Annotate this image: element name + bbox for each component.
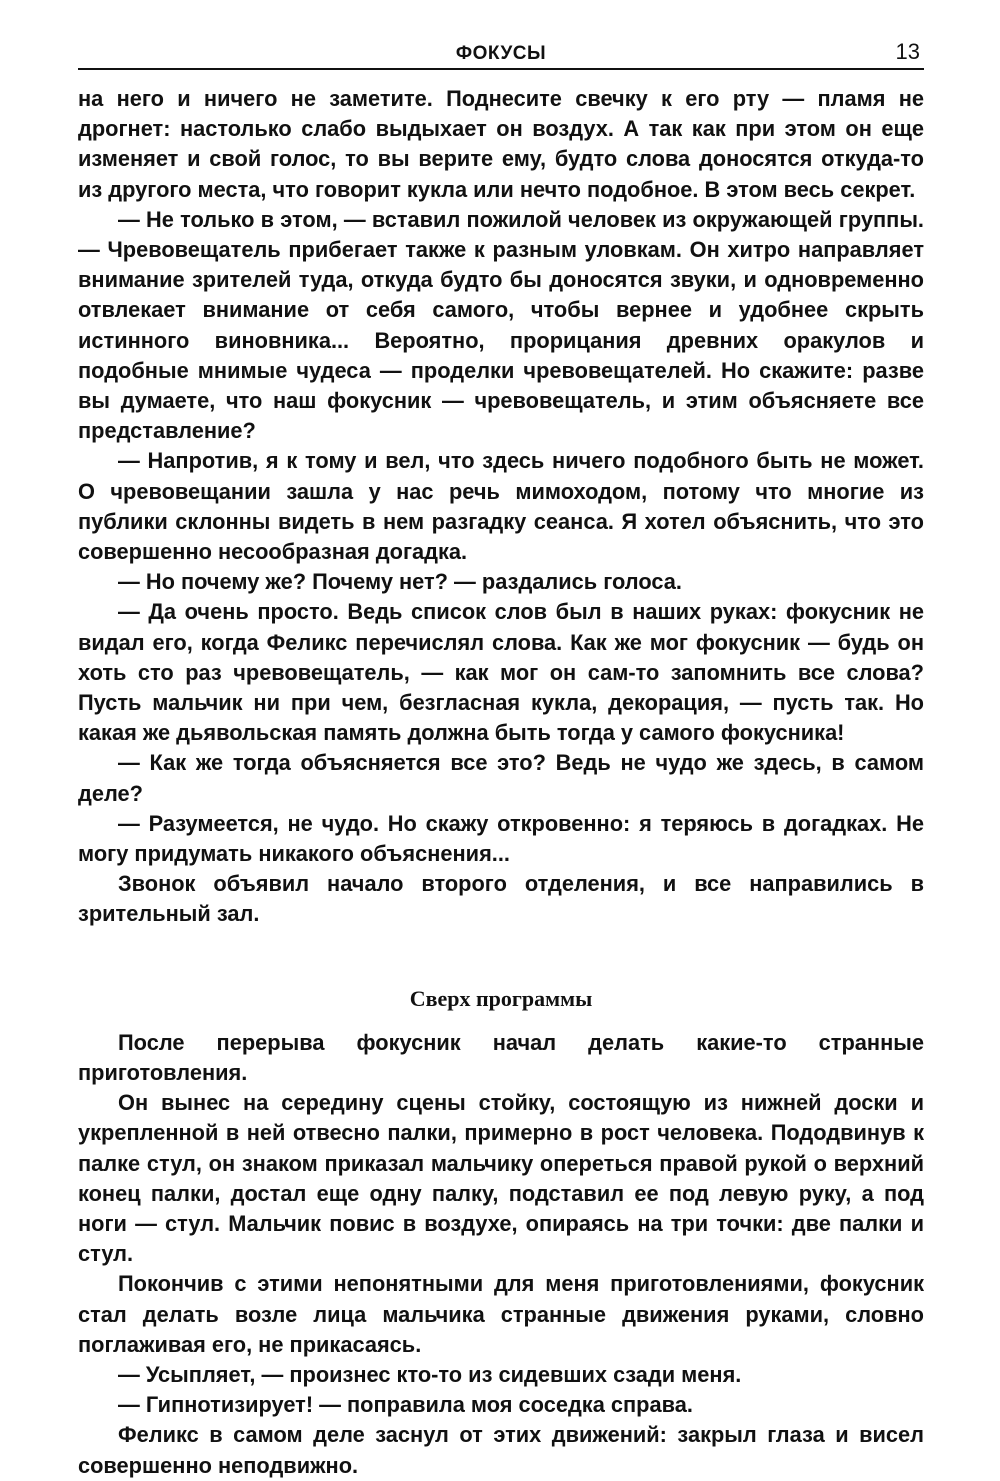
- paragraph: — Гипнотизирует! — поправила моя соседка справа.: [118, 1392, 693, 1418]
- paragraph: — Но почему же? Почему нет? — раздались голоса.: [118, 569, 682, 595]
- paragraph: — Усыпляет, — произнес кто-то из сидевших сзади меня.: [118, 1361, 742, 1387]
- paragraph: — Как же тогда объясняется все это? Ведь не чудо же здесь, в самом деле?: [78, 750, 924, 806]
- running-header: [78, 34, 924, 70]
- paragraph: — Напротив, я к тому и вел, что здесь ничего подобного быть не может. О чревовещании зашла у нас речь мимоходом, потому что многие из публики склонны видеть в нем разгадку сеанса. Я хотел объяснить, что это совершенно несообразная догадка.: [78, 448, 924, 565]
- paragraph: Звонок объявил начало второго отделения, и все направились в зрительный зал.: [78, 871, 924, 927]
- page-number: 13: [895, 39, 920, 64]
- section-title: Сверх программы: [409, 985, 593, 1011]
- paragraph: — Да очень просто. Ведь список слов был в наших руках: фокусник не видал его, когда Феликс перечислял слова. Как же мог фокусник — будь он хоть сто раз чревовещатель, — как мог он сам-то запомнить все слова? Пусть мальчик ни при чем, безгласная кукла, декорация, — пусть так. Но какая же дьявольская память должна быть тогда у самого фокусника!: [78, 599, 924, 746]
- paragraph: — Не только в этом, — вставил пожилой человек из окружающей группы. — Чревовещатель прибегает также к разным уловкам. Он хитро направляет внимание зрителей туда, откуда будто бы доносятся звуки, и одновременно отвлекает внимание от себя самого, чтобы вернее и удобнее скрыть истинного виновника... Вероятно, прорицания древних оракулов и подобные мнимые чудеса — проделки чревовещателей. Но скажите: разве вы думаете, что наш фокусник — чревовещатель, и этим объясняете все представление?: [78, 206, 924, 444]
- paragraph: на него и ничего не заметите. Поднесите свечку к его рту — пламя не дрогнет: настолько слабо выдыхает он воздух. А так как при этом он еще изменяет и свой голос, то вы верите ему, будто слова доносятся откуда-то из другого места, что говорит кукла или нечто подобное. В этом весь секрет.: [78, 86, 924, 202]
- paragraph: Покончив с этими непонятными для меня приготовлениями, фокусник стал делать возле лица мальчика странные движения руками, словно поглаживая его, не прикасаясь.: [78, 1271, 924, 1357]
- paragraph: — Разумеется, не чудо. Но скажу откровенно: я теряюсь в догадках. Не могу придумать никакого объяснения...: [78, 810, 924, 867]
- paragraph: После перерыва фокусник начал делать какие-то странные приготовления.: [78, 1029, 924, 1085]
- header-title: ФОКУСЫ: [455, 43, 547, 64]
- body-text: [78, 84, 924, 1481]
- paragraph: Он вынес на середину сцены стойку, состоящую из нижней доски и укрепленной в ней отвесно палки, примерно в рост человека. Пододвинув к палке стул, он знаком приказал мальчику опереться правой рукой о верхний конец палки, достал еще одну палку, подставил ее под левую руку, а под ноги — стул. Мальчик повис в воздухе, опираясь на три точки: две палки и стул.: [78, 1090, 924, 1267]
- paragraph: Феликс в самом деле заснул от этих движений: закрыл глаза и висел совершенно неподвижно.: [78, 1422, 924, 1478]
